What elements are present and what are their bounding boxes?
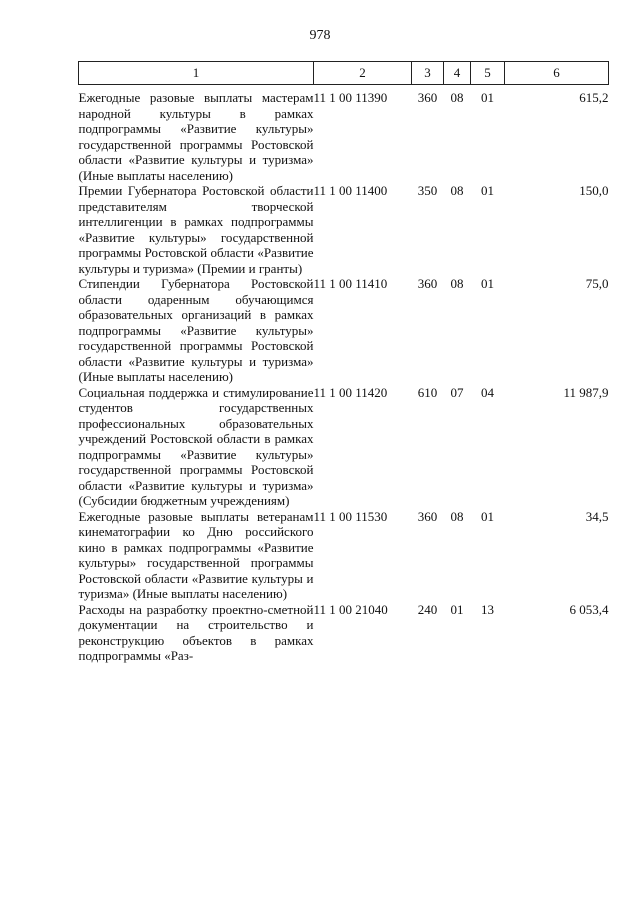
header-cell-rz: 4 bbox=[444, 62, 471, 85]
table-row bbox=[79, 276, 609, 385]
row-name: Стипендии Губернатора Ростовской области одаренным обучающимся образовательных организаций в рамках подпрограммы «Развитие культуры» государственной программы Ростовской области «Развитие культуры и туризма» (Иные выплаты населению) bbox=[78, 276, 314, 384]
row-rz: 08 bbox=[450, 508, 464, 524]
row-rz: 08 bbox=[450, 276, 464, 291]
row-pr: 01 bbox=[481, 183, 494, 198]
header-cell-code: 2 bbox=[314, 62, 412, 85]
row-sum: 615,2 bbox=[579, 90, 609, 105]
row-pr: 01 bbox=[481, 508, 494, 524]
row-sum: 150,0 bbox=[579, 183, 609, 198]
row-rz: 01 bbox=[450, 601, 464, 617]
row-code: 11 1 00 11400 bbox=[313, 183, 388, 198]
table-row bbox=[79, 602, 609, 664]
row-name: Премии Губернатора Ростовской области представителям творческой интеллигенции в рамках подпрограммы «Развитие культуры» государственной программы Ростовской области «Развитие культуры и туризма» (Премии и гранты) bbox=[78, 183, 314, 276]
row-pr: 01 bbox=[481, 276, 494, 291]
row-rz: 08 bbox=[450, 90, 464, 105]
header-cell-pr: 5 bbox=[471, 62, 505, 85]
header-cell-name: 1 bbox=[79, 62, 314, 85]
row-pr: 01 bbox=[481, 90, 494, 105]
row-rz: 08 bbox=[450, 183, 464, 198]
row-code: 11 1 00 11420 bbox=[313, 384, 388, 400]
row-vr: 610 bbox=[417, 384, 438, 400]
row-pr: 13 bbox=[481, 601, 494, 617]
table-header bbox=[79, 62, 609, 85]
row-name: Ежегодные разовые выплаты мастерам народной культуры в рамках подпрограммы «Развитие культуры» государственной программы Ростовской области «Развитие культуры и туризма» (Иные выплаты населению) bbox=[78, 90, 314, 183]
row-vr: 240 bbox=[417, 601, 438, 617]
header-cell-sum: 6 bbox=[505, 62, 609, 85]
row-rz: 07 bbox=[450, 384, 464, 400]
table-row bbox=[79, 385, 609, 509]
table-row bbox=[79, 183, 609, 276]
row-code: 11 1 00 11390 bbox=[313, 90, 388, 105]
page-number: 978 bbox=[309, 28, 331, 43]
row-name: Социальная поддержка и стимулирование студентов государственных профессиональных образовательных учреждений Ростовской области в рамках подпрограммы «Развитие культуры» государственной программы Ростовской области «Развитие культуры и туризма» (Субсидии бюджетным учреждениям) bbox=[78, 384, 314, 508]
row-vr: 360 bbox=[417, 90, 438, 105]
table-row bbox=[79, 90, 609, 183]
row-code: 11 1 00 11530 bbox=[313, 508, 388, 524]
row-code: 11 1 00 21040 bbox=[313, 601, 388, 617]
table-body bbox=[79, 85, 609, 664]
table-row bbox=[79, 509, 609, 602]
header-cell-vr: 3 bbox=[412, 62, 444, 85]
row-sum: 34,5 bbox=[585, 508, 609, 524]
row-sum: 11 987,9 bbox=[563, 384, 609, 400]
row-name: Ежегодные разовые выплаты ветеранам кинематографии ко Дню российского кино в рамках подпрограммы «Развитие культуры» государственной программы Ростовской области «Развитие культуры и туризма» (Иные выплаты населению) bbox=[78, 508, 314, 601]
budget-table bbox=[78, 61, 609, 664]
row-pr: 04 bbox=[481, 384, 494, 400]
row-code: 11 1 00 11410 bbox=[313, 276, 388, 291]
row-name: Расходы на разработку проектно-сметной документации на строительство и реконструкцию объектов в рамках подпрограммы «Раз- bbox=[78, 601, 314, 663]
row-sum: 75,0 bbox=[585, 276, 609, 291]
row-vr: 360 bbox=[417, 508, 438, 524]
row-vr: 350 bbox=[417, 183, 438, 198]
row-sum: 6 053,4 bbox=[569, 601, 609, 617]
row-vr: 360 bbox=[417, 276, 438, 291]
